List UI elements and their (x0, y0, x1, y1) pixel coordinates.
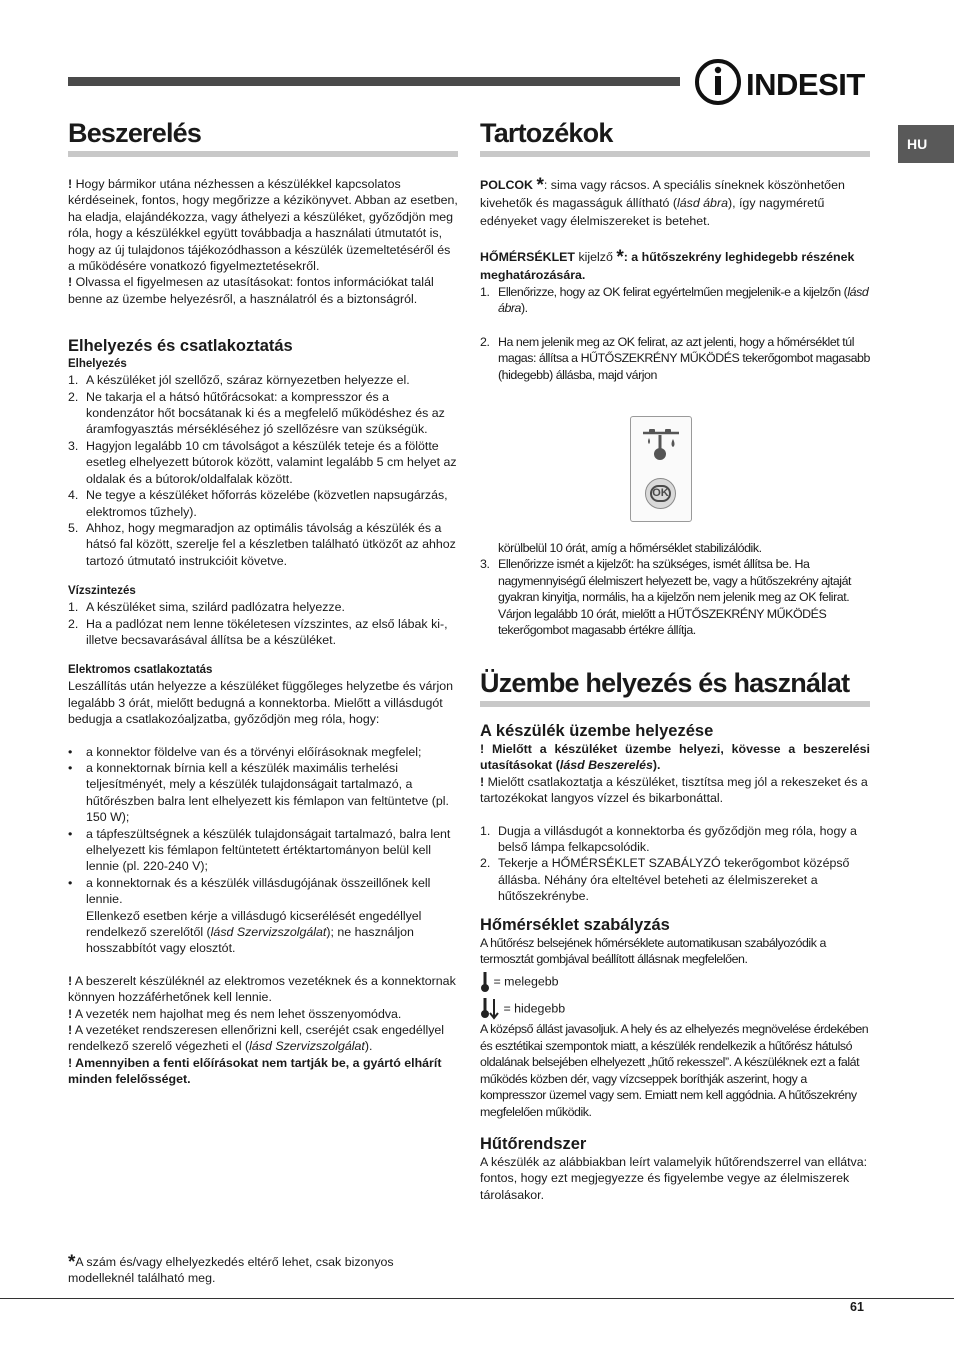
warning-text: ! A beszerelt készüléknél az elektromos vezetéknek és a konnektornak könnyen hozzáférhetőnek kell lennie. (68, 973, 456, 1005)
left-column (68, 118, 458, 1088)
temperature-heading: Hőmérséklet szabályzás (480, 915, 670, 934)
list-item: • a konnektornak bírnia kell a készülék maximális terhelési teljesítményét, mely a készülék tulajdonságait tartalmazó, a hűtőrészben balra lent elhelyezett kis fémlapon van feltüntetve (pl. 150 W); (68, 760, 449, 825)
step2-continued: körülbelül 10 órát, amíg a hőmérséklet stabilizálódik. (498, 541, 762, 555)
list-item: 1. A készüléket jól szellőző, száraz környezetben helyezze el. (68, 373, 410, 388)
warning-text: ! A vezetéket rendszeresen ellenőrizni kell, cseréjét csak engedéllyel rendelkező szerelő végezheti el (lásd Szervizszolgálat). (68, 1023, 445, 1054)
leveling-subheading: Vízszintezés (68, 585, 136, 598)
intro-paragraph: ! Olvassa el figyelmesen az utasításokat: fontos információkat talál benne az üzembe helyezésről, a használatról és a biztonságról. (68, 275, 434, 306)
list-item: 2. Ha a padlózat nem lenne tökéletesen vízszintes, az első lábak ki-, illetve becsavarásával állítsa be a készüléket. (68, 616, 448, 647)
warning-text: ! Amennyiben a fenti előírásokat nem tartják be, a gyártó elhárít minden felelősséget. (68, 1055, 442, 1087)
placement-heading: Elhelyezés és csatlakoztatás (68, 337, 293, 356)
list-item: 1. A készüléket sima, szilárd padlózatra helyezze. (68, 600, 345, 615)
startup-warning: ! Mielőtt a készüléket üzembe helyezi, kövesse a beszerelési utasításokat (lásd Beszerelés). (480, 742, 870, 773)
electric-intro: Leszállítás után helyezze a készüléket függőleges helyzetbe és várjon legalább 3 órát, mielőtt bedugná a konnektorba. Mielőtt a villásdugót bedugja a csatlakozóaljzatba, győződjön meg róla, hogy: (68, 679, 454, 727)
list-item: 4. Ne tegye a készüléket hőforrás közelébe (közvetlen napsugárzás, elektromos tűzhely). (68, 488, 448, 519)
list-item: 2. Tekerje a HŐMÉRSÉKLET SZABÁLYZÓ tekerőgombot középső állásba. Néhány óra elteltével beteheti az élelmiszereket a hűtőszekrénybe. (480, 856, 850, 904)
temperature-indicator-figure (630, 416, 692, 522)
accessories-title: Tartozékok (480, 118, 870, 157)
indesit-i-icon (694, 58, 742, 106)
otherwise-note: Ellenkező esetben kérje a villásdugó kicserélését engedéllyel rendelkező szerelőtől (lásd Szervizszolgálat); ne használjon hosszabbítót vagy elosztót. (86, 908, 422, 956)
list-item: • a konnektor földelve van és a törvényi előírásoknak megfelel; (68, 744, 422, 759)
cooling-heading: Hűtőrendszer (480, 1134, 587, 1153)
right-column (480, 118, 870, 383)
list-item: 2. Ne takarja el a hátsó hűtőrácsokat: a kompresszor és a kondenzátor hőt bocsátanak ki és a megfelelő működéshez és az áramfogyasztás mérsékléséhez jó szellőzésre van szükségük. (68, 389, 445, 437)
brand-name: INDESIT (746, 67, 865, 102)
list-item: 1. Ellenőrizze, hogy az OK felirat egyértelműen megjelenik-e a kijelzőn (lásd ábra). (480, 285, 869, 316)
right-column-continued (480, 540, 872, 638)
startup-heading: A készülék üzembe helyezése (480, 722, 714, 740)
thermometer-warmer-icon (480, 971, 490, 993)
electric-warnings (68, 973, 458, 1088)
colder-legend: = hidegebb (480, 997, 870, 1021)
temperature-text-2: A középső állást javasoljuk. A hely és az elhelyezés megnövelése érdekében és esztétikai szempontok miatt, a készülék rendelkezik a hűtőrész hátulsó oldalának belsejében elhelyezett „hűtő rekesszel”. A készüléknek ezt a falát működés közben dér, vagy vízcseppek boríthják aszerint, hogy a kompresszor üzemel vagy sem. Emiatt nem kell aggódnia. A hűtőszekrény megfelelően működik. (480, 1022, 869, 1119)
list-item: 3. Ellenőrizze ismét a kijelzőt: ha szükséges, ismét állítsa be. Ha nagymennyiségű élelmiszert helyezett be, vagy a hűtőszekrény ajtaját gyakran kinyitja, normális, ha a kijelzőn nem jelenik meg az OK felirat. Várjon legalább 10 órát, mielőtt a HŰTŐSZEKRÉNY MŰKÖDÉS tekerőgombot magasabb értékre állítja. (480, 557, 852, 638)
installation-title: Beszerelés (68, 118, 458, 157)
shelves-text: POLCOK *: sima vagy rácsos. A speciális síneknek köszönhetően kivehetők és magasságuk állítható (lásd ábra), így nagyméretű edényeket vagy élelmiszereket is betehet. (480, 175, 845, 228)
header-bar (68, 77, 680, 86)
list-item: • a konnektornak és a készülék villásdugójának összeillőnek kell lennie. (68, 875, 431, 907)
temp-display-text: HŐMÉRSÉKLET kijelző *: a hűtőszekrény leghidegebb részének meghatározására. (480, 247, 855, 282)
electric-subheading: Elektromos csatlakoztatás (68, 664, 213, 677)
list-item: • a tápfeszültségnek a készülék tulajdonságait tartalmazó, balra lent elhelyezett kis fémlapon feltüntetett értéktartományon belül kell lennie (pl. 220-240 V); (68, 826, 451, 874)
brand-logo (694, 58, 869, 106)
language-tab: HU (898, 125, 954, 163)
intro-section (68, 176, 458, 307)
temp-display-steps (480, 284, 870, 383)
thermometer-drop-icon (631, 423, 691, 471)
asterisk-mark: * (68, 1252, 76, 1273)
list-item: 3. Hagyjon legalább 10 cm távolságot a készülék teteje és a fölötte esetleg elhelyezett bútorok között, valamint legalább 5 cm helyet az oldalak és a bútorok/oldalfalak között. (68, 438, 457, 486)
warmer-legend: = melegebb (480, 971, 870, 993)
list-item: 1. Dugja a villásdugót a konnektorba és győződjön meg róla, hogy a belső lámpa felkapcsolódik. (480, 823, 857, 855)
placement-list (68, 372, 458, 569)
temperature-text: A hűtőrész belsejének hőmérséklete automatikusan szabályozódik a termosztát gombjával beállított állásnak megfelelően. (480, 935, 826, 967)
usage-section (480, 668, 870, 1203)
footnote: *A szám és/vagy elhelyezkedés eltérő lehet, csak bizonyos modelleknél található meg. (68, 1252, 394, 1286)
leveling-list (68, 599, 458, 648)
footer-line (0, 1298, 954, 1299)
thermometer-colder-icon (480, 997, 500, 1021)
ok-indicator: OK (645, 478, 676, 509)
electric-checklist (68, 744, 458, 908)
startup-steps (480, 823, 870, 905)
list-item: 2. Ha nem jelenik meg az OK felirat, az azt jelenti, hogy a hőmérséklet túl magas: állítsa a HŰTŐSZEKRÉNY MŰKÖDÉS tekerőgombot magasabb (hidegebb) állásba, majd várjon (480, 334, 870, 382)
intro-paragraph: ! Hogy bármikor utána nézhessen a készülékkel kapcsolatos kérdéseinek, fontos, hogy megőrizze a kézikönyvet. Abban az esetben, ha eladja, elajándékozza, vagy áthelyezi a készüléket, győződjön meg róla, hogy a készülékkel együtt továbbadja a használati útmutatót is, hogy az új tulajdonos tájékozódhasson a készülék üzemeltetéséről és a működésére vonatkozó figyelmeztetésekről. (68, 177, 458, 274)
list-item: 5. Ahhoz, hogy megmaradjon az optimális távolság a készülék és a hátsó fal között, szerelje fel a készletben található ütközőt az ahhoz tartozó útmutató instrukcióit követve. (68, 520, 456, 568)
startup-warning: ! Mielőtt csatlakoztatja a készüléket, tisztítsa meg jól a rekeszeket és a tartozékokat langyos vízzel és bikarbonáttal. (480, 774, 868, 806)
warning-text: ! A vezeték nem hajolhat meg és nem lehet összenyomódva. (68, 1006, 402, 1021)
usage-title: Üzembe helyezés és használat (480, 668, 870, 707)
cooling-text: A készülék az alábbiakban leírt valamelyik hűtőrendszerrel van ellátva: fontos, hogy ezt megjegyezze és figyelembe vegye az élelmiszerek tárolásakor. (480, 1154, 868, 1202)
placement-subheading: Elhelyezés (68, 358, 127, 371)
page-number: 61 (850, 1300, 864, 1314)
